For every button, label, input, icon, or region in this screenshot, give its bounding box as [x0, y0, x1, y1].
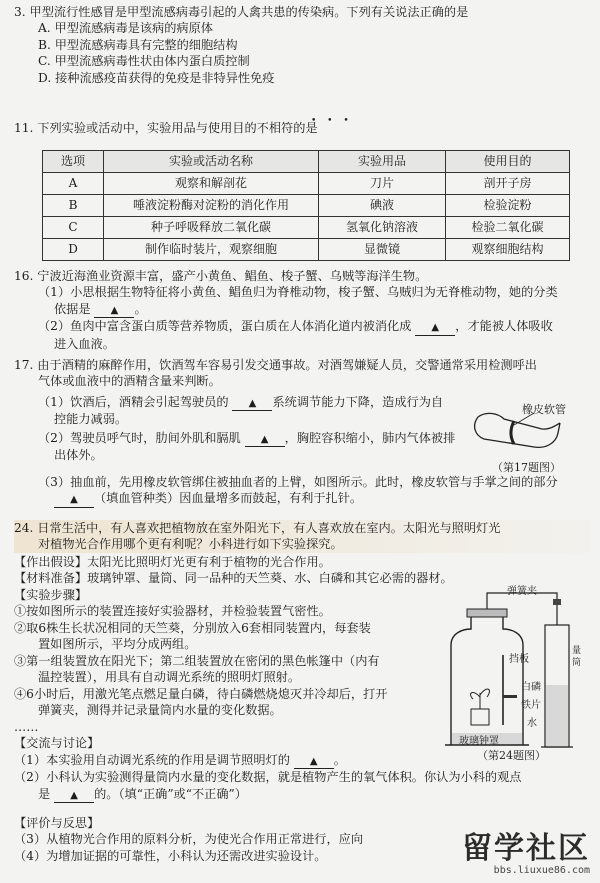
- answer-blank[interactable]: ▲: [94, 301, 134, 319]
- discussion-2-cont: 是 ▲ 的。（填“正确”或“不正确”）: [14, 786, 590, 804]
- table-header: 选项: [43, 151, 104, 173]
- table-cell: 检验淀粉: [446, 195, 570, 217]
- step-2-cont: 置如图所示，平均分成两组。: [38, 637, 197, 652]
- question-16: [14, 268, 590, 352]
- table-cell: 唾液淀粉酶对淀粉的消化作用: [104, 195, 319, 217]
- question-3-stem: 3. 甲型流行性感冒是甲型流感病毒引起的人禽共患的传染病。下列有关说法正确的是: [14, 5, 469, 19]
- figure-17-label: 橡皮软管: [522, 403, 566, 416]
- table-cell: 剖开子房: [446, 173, 570, 195]
- table-cell: 种子呼吸释放二氧化碳: [104, 217, 319, 239]
- question-16-part-2-cont: 进入血液。: [54, 336, 115, 351]
- figure-24: [437, 585, 587, 765]
- answer-blank[interactable]: ▲: [294, 752, 334, 770]
- question-3-option-c: C. 甲型流感病毒性状由体内蛋白质控制: [38, 54, 250, 69]
- table-header: 实验或活动名称: [104, 151, 319, 173]
- question-3: [14, 4, 590, 86]
- figure-24-label: 铁片: [521, 700, 541, 711]
- table-cell: 观察细胞结构: [446, 239, 570, 261]
- step-4-cont: 弹簧夹，测得并记录量筒内水量的变化数据。: [38, 703, 282, 718]
- discussion-2: （2）小科认为实验测得量筒内水量的变化数据，就是植物产生的氧气体积。你认为小科的观点: [14, 770, 522, 785]
- step-4: ④6小时后，用激光笔点燃足量白磷，待白磷燃烧熄灭并冷却后，打开: [14, 686, 388, 701]
- table-row: [43, 195, 570, 217]
- emphasis-dots: • • •: [311, 116, 353, 126]
- question-17-part-1-cont: 控能力减弱。: [54, 412, 128, 427]
- step-2: ②取6株生长状况相同的天竺葵，分别放入6套相同装置内，每套装: [14, 620, 371, 635]
- step-3: ③第一组装置放在阳光下；第二组装置放在密闭的黑色帐篷中（内有: [14, 653, 380, 668]
- figure-24-label: 量筒: [572, 646, 582, 669]
- question-17-stem-cont: 气体或血液中的酒精含量来判断。: [38, 374, 221, 389]
- table-cell: 氢氧化钠溶液: [319, 217, 446, 239]
- question-17-part-1: （1）饮酒后，酒精会引起驾驶员的 ▲ 系统调节能力下降，造成行为自: [14, 394, 590, 412]
- table-cell: 观察和解剖花: [104, 173, 319, 195]
- question-16-part-1-cont: 依据是 ▲ 。: [14, 301, 590, 319]
- table-cell: 制作临时装片，观察细胞: [104, 239, 319, 261]
- materials: 【材料准备】玻璃钟罩、量筒、同一品种的天竺葵、水、白磷和其它必需的器材。: [14, 571, 453, 586]
- figure-24-label: 弹簧夹: [507, 586, 537, 597]
- table-cell: D: [43, 239, 104, 261]
- table-cell: B: [43, 195, 104, 217]
- discussion-1: （1）本实验用自动调光系统的作用是调节照明灯的 ▲ 。: [14, 752, 590, 770]
- table-cell: C: [43, 217, 104, 239]
- evaluation-heading: 【评价与反思】: [14, 816, 100, 830]
- question-24-stem-cont: 对植物光合作用哪个更有利呢？小科进行如下实验探究。: [38, 537, 343, 552]
- figure-24-label: 玻璃钟罩: [459, 736, 499, 747]
- hypothesis: 【作出假设】太阳光比照明灯光更有利于植物的光合作用。: [14, 555, 331, 569]
- figure-17-caption: （第17题图）: [492, 461, 561, 474]
- question-17-part-2-cont: 出体外。: [54, 448, 103, 463]
- answer-blank[interactable]: ▲: [54, 490, 94, 508]
- evaluation-4: （4）为增加证据的可靠性，小科认为还需改进实验设计。: [14, 848, 327, 863]
- table-cell: 碘液: [319, 195, 446, 217]
- step-1: ①按如图所示的装置连接好实验器材，并检验装置气密性。: [14, 604, 331, 619]
- table-cell: 刀片: [319, 173, 446, 195]
- question-24-stem: 24. 日常生活中，有人喜欢把植物放在室外阳光下，有人喜欢放在室内。太阳光与照明灯光: [14, 521, 501, 535]
- question-11: [14, 116, 600, 136]
- answer-blank[interactable]: ▲: [415, 318, 455, 336]
- figure-24-label: 挡板: [509, 654, 529, 665]
- table-row: [43, 217, 570, 239]
- question-16-part-2: （2）鱼肉中富含蛋白质等营养物质，蛋白质在人体消化道内被消化成 ▲ ，才能被人体吸收: [14, 318, 590, 336]
- question-16-part-1: （1）小思根据生物特征将小黄鱼、鲳鱼归为脊椎动物，梭子蟹、乌贼归为无脊椎动物，她的分类: [38, 285, 558, 300]
- question-24-intro: [14, 520, 590, 553]
- answer-blank[interactable]: ▲: [232, 394, 272, 412]
- question-16-stem: 16. 宁波近海渔业资源丰富，盛产小黄鱼、鲳鱼、梭子蟹、乌贼等海洋生物。: [14, 269, 428, 283]
- ellipsis: ……: [14, 719, 39, 734]
- discussion-heading: 【交流与讨论】: [14, 736, 100, 751]
- question-17-stem: 17. 由于酒精的麻醉作用，饮酒驾车容易引发交通事故。对酒驾嫌疑人员，交警通常采用检测呼出: [14, 358, 537, 372]
- table-cell: 检验二氧化碳: [446, 217, 570, 239]
- table-header-row: [43, 151, 570, 173]
- figure-24-label: 水: [527, 718, 537, 729]
- table-cell: A: [43, 173, 104, 195]
- question-17-part-3-cont: ▲ （填血管种类）因血量增多而鼓起，有利于扎针。: [14, 490, 590, 508]
- question-11-stem: 11. 下列实验或活动中，实验用品与使用目的不相符的是: [14, 121, 318, 135]
- step-3-cont: 温控装置），用具有自动调光系统的照明灯照射。: [38, 670, 301, 685]
- table-header: 使用目的: [446, 151, 570, 173]
- question-17-part-3: （3）抽血前，先用橡皮软管绑住被抽血者的上臂，如图所示。此时，橡皮软管与手掌之间的部分: [38, 474, 558, 489]
- table-cell: 显微镜: [319, 239, 446, 261]
- question-3-option-d: D. 接种流感疫苗获得的免疫是非特异性免疫: [38, 70, 275, 85]
- figure-17: [464, 403, 584, 491]
- figure-24-caption: （第24题图）: [477, 749, 546, 762]
- watermark-logo: 留学社区: [462, 830, 590, 866]
- question-17-part-2: （2）驾驶员呼气时，肋间外肌和膈肌 ▲ ，胸腔容积缩小，肺内气体被排: [14, 430, 590, 448]
- steps-heading: 【实验步骤】: [14, 587, 88, 602]
- answer-blank[interactable]: ▲: [245, 430, 285, 448]
- watermark: [462, 830, 590, 878]
- figure-24-label: 白磷: [521, 682, 541, 693]
- answer-blank[interactable]: ▲: [54, 786, 94, 804]
- table-row: [43, 173, 570, 195]
- question-3-option-a: A. 甲型流感病毒是该病的病原体: [38, 21, 213, 36]
- experiment-table: [42, 150, 570, 261]
- table-header: 实验用品: [319, 151, 446, 173]
- table-row: [43, 239, 570, 261]
- question-3-option-b: B. 甲型流感病毒具有完整的细胞结构: [38, 37, 238, 52]
- evaluation-3: （3）从植物光合作用的原料分析，为使光合作用正常进行，应向: [14, 832, 364, 847]
- watermark-url: bbs.liuxue86.com: [493, 864, 590, 876]
